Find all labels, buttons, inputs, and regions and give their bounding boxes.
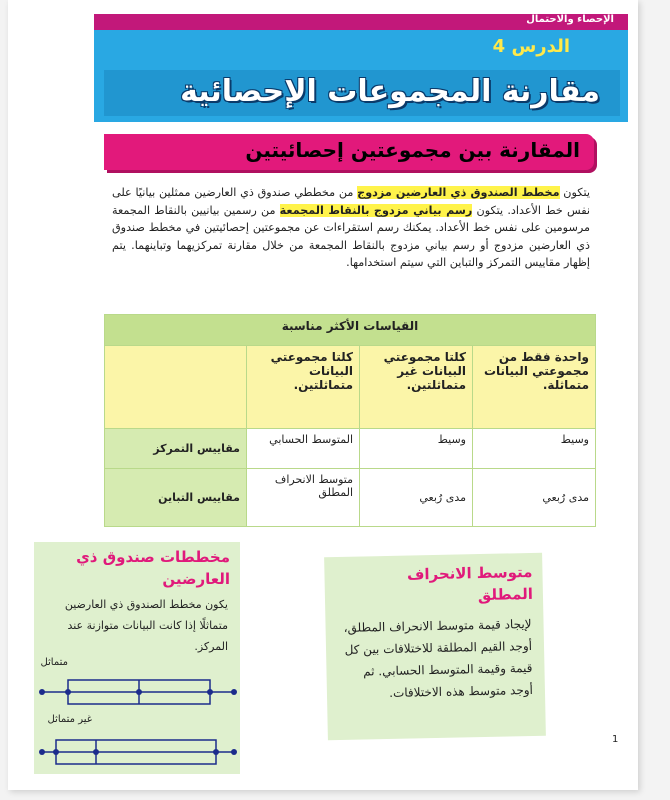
box-plot-note-title: مخططات صندوق ذي العارضين	[76, 548, 230, 588]
unit-bar	[94, 14, 628, 30]
intro-text-1: يتكون	[559, 186, 590, 199]
intro-paragraph	[112, 184, 590, 272]
section-title: المقارنة بين مجموعتين إحصائيتين	[245, 138, 580, 162]
title-bar	[104, 70, 620, 116]
term-double-box-plot: مخطط الصندوق ذي العارضين مزدوج	[357, 186, 560, 199]
page-number: 1	[612, 734, 619, 745]
table-header: القياسات الأكثر مناسبة	[105, 315, 596, 346]
mad-note-title: متوسط الانحراف المطلق	[406, 562, 534, 605]
page-title: مقارنة المجموعات الإحصائية	[180, 74, 600, 109]
table-row-label: مقاييس التمركز	[105, 429, 247, 469]
section-heading	[104, 134, 594, 170]
table-cell: وسيط	[473, 429, 596, 469]
table-cell: مدى رُبعي	[473, 469, 596, 527]
table-cell: متوسط الانحراف المطلق	[247, 469, 360, 527]
mad-note	[324, 553, 546, 741]
measures-table	[104, 314, 596, 527]
box-plot-note-text: يكون مخطط الصندوق ذي العارضين متماثلًا إذا كانت البيانات متوازنة عند المركز.	[64, 598, 228, 653]
box-plot-note	[34, 542, 240, 774]
intro-text-2: من مخططي صندوق ذي العارضين ممثلين بيانيًا على نفس خط الأعداد. يتكون	[112, 186, 590, 217]
table-col-both-asymmetric: كلتا مجموعتي البيانات غير متماثلتين.	[360, 346, 473, 429]
intro-text-3: من رسمين بيانيين بالنقاط المجمعة مرسومين على نفس خط الأعداد. يمكنك رسم استقراءات عن مجموعتين إحصائيتين في مخطط صندوق ذي العارضين مزدوج أو رسم بياني مزدوج بالنقاط المجمعة من خلال مقارنة تمركزيهما وتباينهما. يتم إظهار مقاييس التمركز والتباين التي سيتم استخدامها.	[112, 203, 590, 269]
unit-label: الإحصاء والاحتمال	[526, 14, 614, 25]
table-cell: المتوسط الحسابي	[247, 429, 360, 469]
table-row-label: مقاييس التباين	[105, 469, 247, 527]
lesson-label: الدرس 4	[492, 36, 570, 57]
table-col-both-symmetric: كلتا مجموعتي البيانات متماثلتين.	[247, 346, 360, 429]
mad-note-text: لإيجاد قيمة متوسط الانحراف المطلق، أوجد القيم المطلقة للاختلافات بين كل قيمة وقيمة المتوسط الحسابي. ثم أوجد متوسط هذه الاختلافات.	[343, 616, 534, 700]
asymmetric-label: غير متماثل	[47, 714, 92, 725]
asymmetric-box-plot	[38, 732, 238, 772]
table-corner	[105, 346, 247, 429]
table-cell: مدى رُبعي	[360, 469, 473, 527]
table-cell: وسيط	[360, 429, 473, 469]
term-double-dot-plot: رسم بياني مزدوج بالنقاط المجمعة	[279, 203, 473, 217]
table-col-one-symmetric: واحدة فقط من مجموعتي البيانات متماثلة.	[473, 346, 596, 429]
symmetric-box-plot	[38, 672, 238, 712]
symmetric-label: متماثل	[40, 657, 68, 668]
